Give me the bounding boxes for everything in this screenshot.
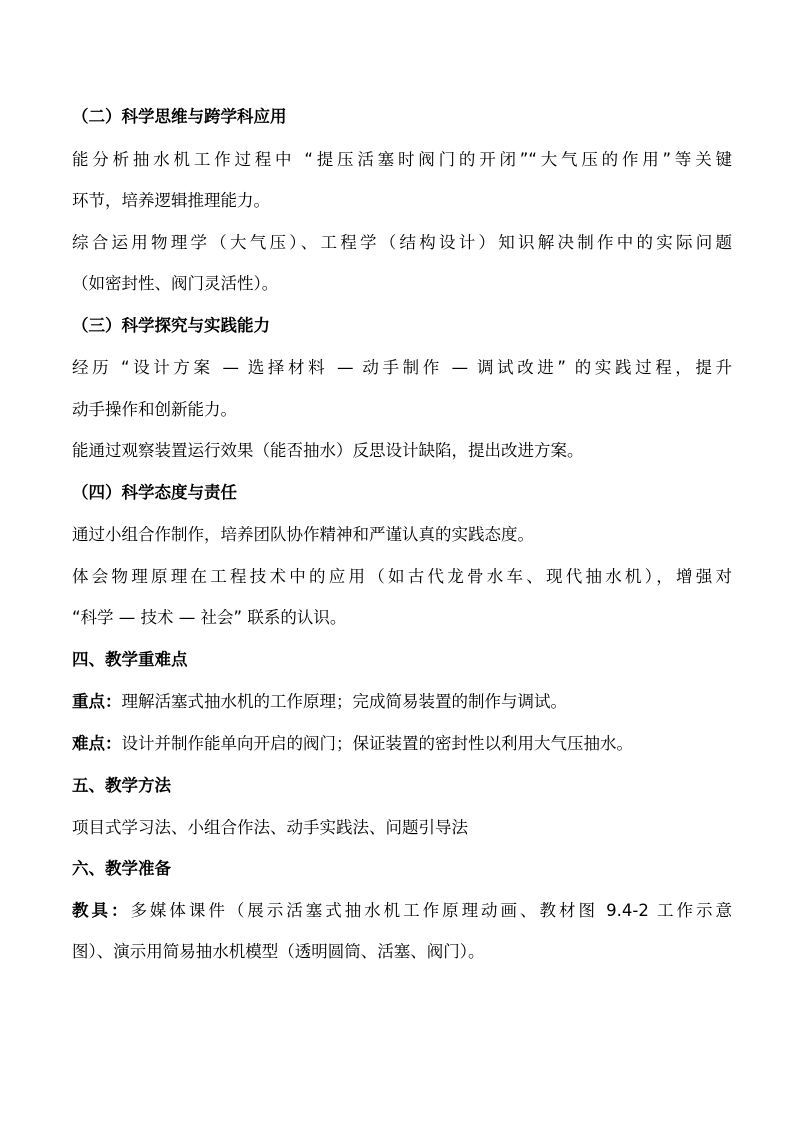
- difficult-point-row: [72, 732, 732, 756]
- paragraph-methods: 项目式学习法、小组合作法、动手实践法、问题引导法: [72, 818, 468, 837]
- section-heading-preparation: 六、教学准备: [72, 859, 171, 878]
- paragraph-analysis-line-2: 环节，培养逻辑推理能力。: [72, 191, 270, 210]
- difficult-point-text: 设计并制作能单向开启的阀门；保证装置的密封性以利用大气压抽水。: [121, 734, 633, 753]
- section-heading-key-points: 四、教学重难点: [72, 650, 188, 669]
- section-heading-methods: 五、教学方法: [72, 776, 171, 795]
- section-heading-inquiry: （三）科学探究与实践能力: [72, 316, 270, 335]
- section-heading-attitude: （四）科学态度与责任: [72, 483, 237, 502]
- teaching-tools-label: 教具：: [72, 901, 131, 920]
- paragraph-application-line-2: “科学 — 技术 — 社会” 联系的认识。: [72, 608, 347, 627]
- key-point-label: 重点：: [72, 692, 122, 711]
- paragraph-comprehensive-line-2: （如密封性、阀门灵活性）。: [72, 274, 279, 293]
- section-heading-science-thinking: （二）科学思维与跨学科应用: [72, 107, 287, 126]
- key-point-text: 理解活塞式抽水机的工作原理；完成简易装置的制作与调试。: [121, 692, 567, 711]
- paragraph-practice-line-2: 动手操作和创新能力。: [72, 400, 237, 419]
- paragraph-practice-line-1: 经历 “设计方案 — 选择材料 — 动手制作 — 调试改进” 的实践过程，提升: [72, 358, 732, 377]
- teaching-tools-row: [72, 899, 732, 923]
- difficult-point-label: 难点：: [72, 734, 122, 753]
- key-point-row: [72, 690, 732, 714]
- paragraph-comprehensive-line-1: 综合运用物理学（大气压）、工程学（结构设计）知识解决制作中的实际问题: [72, 233, 732, 252]
- paragraph-application-line-1: 体会物理原理在工程技术中的应用（如古代龙骨水车、现代抽水机），增强对: [72, 567, 732, 586]
- paragraph-reflection: 能通过观察装置运行效果（能否抽水）反思设计缺陷，提出改进方案。: [72, 441, 584, 460]
- teaching-tools-text-line-2: 图）、演示用简易抽水机模型（透明圆筒、活塞、阀门）。: [72, 942, 485, 961]
- paragraph-analysis-line-1: 能分析抽水机工作过程中 “提压活塞时阀门的开闭”“大气压的作用”等关键: [72, 150, 732, 169]
- paragraph-teamwork: 通过小组合作制作，培养团队协作精神和严谨认真的实践态度。: [72, 525, 534, 544]
- teaching-tools-text-line-1: 多媒体课件（展示活塞式抽水机工作原理动画、教材图 9.4-2 工作示意: [130, 901, 732, 920]
